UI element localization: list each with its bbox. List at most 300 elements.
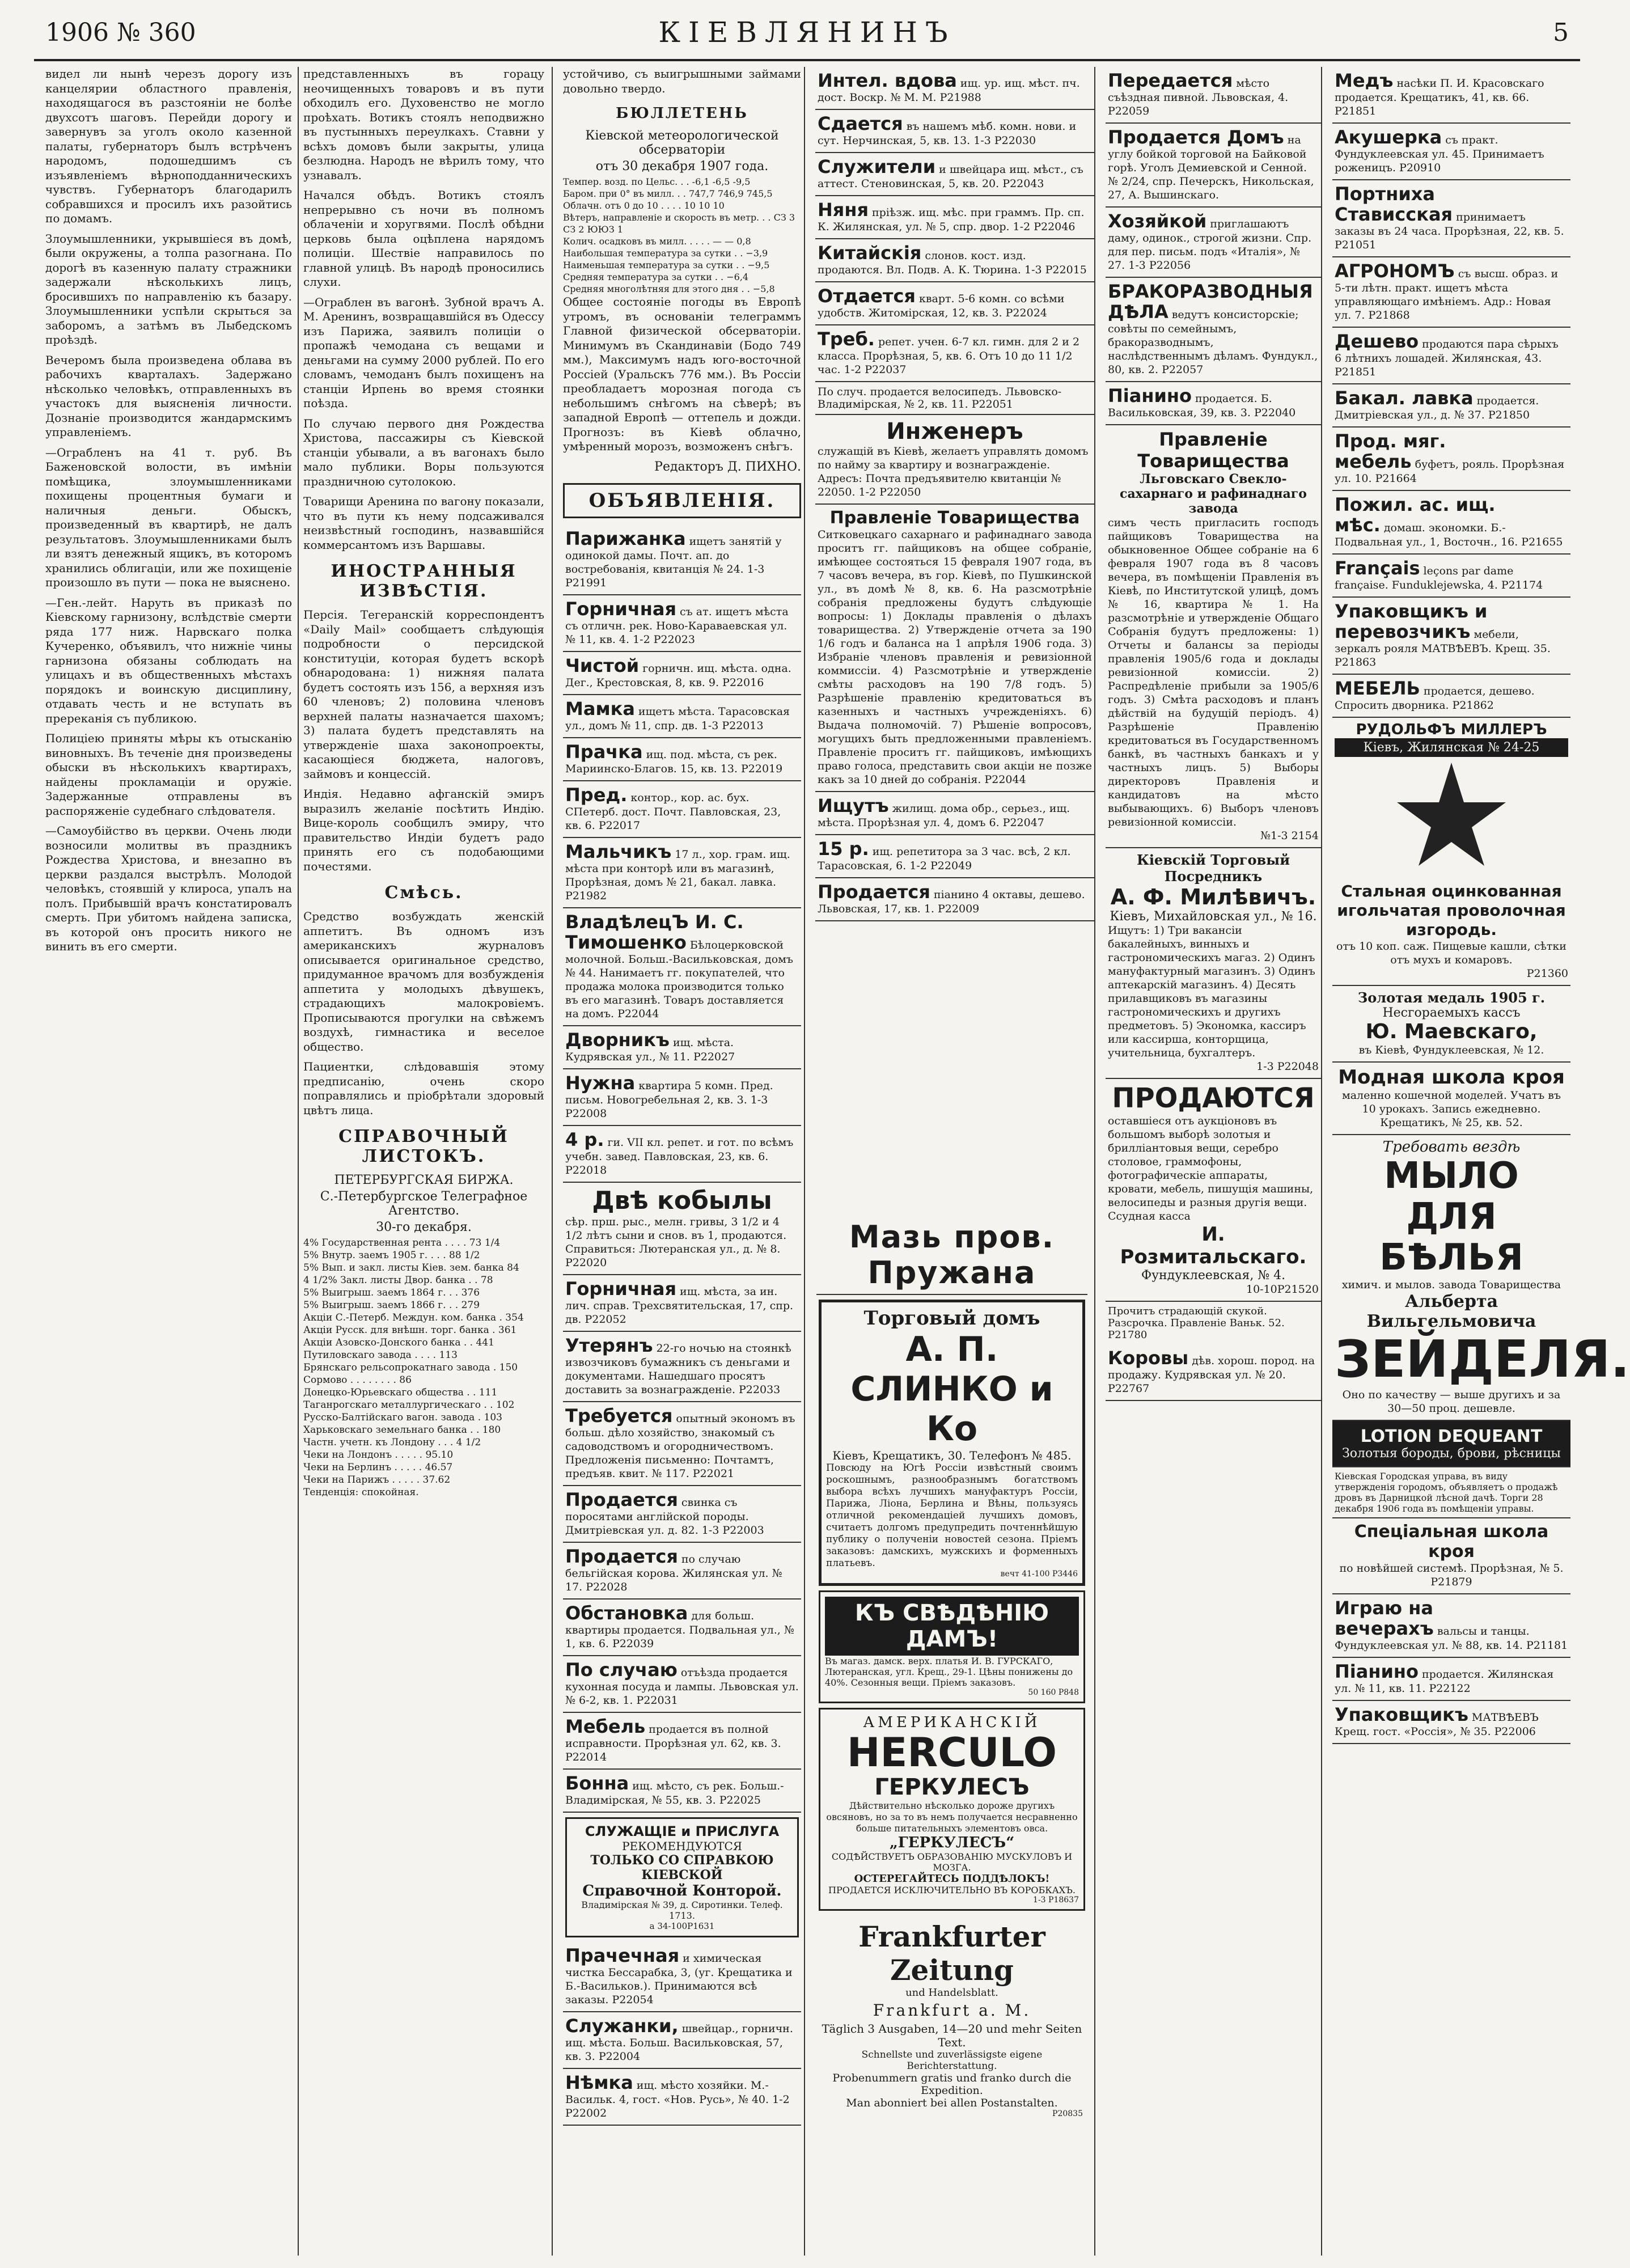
issue-number: 1906 № 360	[45, 18, 196, 47]
ad-gursky-text: Въ магаз. дамск. верх. платья И. В. ГУРСКАГО, Лютеранская, угл. Крещ., 29-1. Цѣны понижены до 40%. Сезонныя вещи. Пріемъ заказовъ.	[825, 1656, 1073, 1688]
classified-ad	[1332, 491, 1570, 555]
ad-text: продается. Б. Васильковская, 39, кв. 3. Р22040	[1108, 392, 1296, 419]
classified-ad	[563, 1942, 801, 2012]
ad-text: ищ. мѣсто хозяйки. М.-Васильк. 4, гост. «Нов. Русь», № 40. 1-2 Р22002	[565, 2079, 790, 2119]
ad-code: №1-3 2154	[1260, 830, 1319, 842]
data-line: Брянскаго рельсопрокатнаго завода . 150	[303, 1362, 518, 1373]
ad-frankfurter-line: Täglich 3 Ausgaben, 14—20 und mehr Seiten Text.	[822, 2022, 1082, 2049]
data-line: Облачн. отъ 0 до 10 . . . . 10 10 10	[563, 200, 725, 211]
ad-headline: Треб.	[818, 328, 875, 350]
ad-headline: АГРОНОМЪ	[1335, 260, 1455, 282]
data-line: Наибольшая температура за сутки . . −3,9	[563, 248, 768, 259]
weather-bulletin	[563, 176, 801, 295]
ad-text: 17 л., хор. грам. ищ. мѣста при конторѣ или въ магазинѣ, Прорѣзная, домъ № 21, бакал. лавка. Р21982	[565, 848, 790, 902]
classified-ad	[1332, 1658, 1570, 1701]
ad-lotion-text: Золотыя бороды, брови, рѣсницы	[1342, 1446, 1561, 1461]
ad-engineer-text: служащій въ Кіевѣ, желаетъ управлять домомъ по найму за квартиру и вознагражденіе. Адресъ: Почта предъявителю квитанціи № 22050. 1-2 Р22050	[818, 445, 1089, 498]
ad-servants-line: РЕКОМЕНДУЮТСЯ	[622, 1839, 742, 1853]
data-line: 5% Внутр. заемъ 1905 г. . . . 88 1/2	[303, 1250, 480, 1261]
ad-headline: Прод. мяг. мебель	[1335, 430, 1446, 472]
ad-safes-address: въ Кіевѣ, Фундуклеевская, № 12.	[1358, 1044, 1544, 1056]
data-line: Тенденція: спокойная.	[303, 1487, 419, 1498]
article-paragraph: По случаю первого дня Рождества Христова, пассажиры съ Кіевской станціи убывали, а въ вагонахъ было мало публики. Воры пользуются праздничною сутолокою.	[303, 416, 544, 488]
ad-headline: Сдается	[818, 113, 903, 134]
ad-code: 50 160 Р848	[1028, 1688, 1079, 1697]
ad-pawnshop-address: Фундуклеевская, № 4.	[1141, 1268, 1286, 1283]
data-line: Средняя температура за сутки . . −6,4	[563, 272, 749, 282]
article-paragraph: Товарищи Аренина по вагону показали, что въ пути къ нему подсаживался неизвѣстный господинъ, назвавшійся коммерсантомъ изъ Варшавы.	[303, 494, 544, 552]
classified-ad	[1106, 278, 1321, 382]
ad-text: ведутъ консисторскіе; совѣты по семейнымъ, бракоразводнымъ, наслѣдственнымъ дѣламъ. Фундукл., 80, кв. 2. Р22057	[1108, 308, 1318, 376]
ad-ointment: Мазь пров. Пружана	[816, 1219, 1087, 1295]
data-line: 5% Выигрыш. заемъ 1864 г. . . 376	[303, 1287, 480, 1298]
editor-line: Редакторъ Д. ПИХНО.	[654, 459, 801, 474]
classified-ad	[563, 738, 801, 781]
ad-code: 1-3 Р18637	[1033, 1895, 1079, 1905]
ad-bicycle: По случ. продается велосипедъ. Львовско-Владимірская, № 2, кв. 11. Р22051	[815, 382, 1094, 415]
ad-code: Р20835	[1052, 2109, 1083, 2118]
ad-headline: Портниха Стависская	[1335, 183, 1453, 225]
ad-soap-brand: ЗЕЙДЕЛЯ.	[1335, 1330, 1630, 1389]
article-paragraph: Средство возбуждать женскій аппетитъ. Въ одномъ изъ американскихъ журналовъ описывается оригинальное средство, придуманное врачомъ для возбужденія аппетита у молодыхъ дѣвушекъ, страдающихъ малокровіемъ. Прописываются прогулки на свѣжемъ воздухѣ, гимнастика и веселое общество.	[303, 909, 544, 1053]
ad-headline: Коровы	[1108, 1347, 1189, 1369]
ad-pawnshop-text: оставшіеся отъ аукціоновъ въ большомъ выборѣ золотыя и бриллiантовыя вещи, серебро столовое, граммофоны, фотографическіе аппараты, кровати, мебель, пишущія машины, велосипеды и разныя другія вещи. Ссудная касса	[1108, 1115, 1314, 1222]
ad-text: ищ. мѣста, за ин. лич. справ. Трехсвятительская, 17, спр. дв. Р22052	[565, 1285, 794, 1326]
ad-herculo-ru: ГЕРКУЛЕСЪ	[874, 1774, 1030, 1800]
classified-ad	[563, 1402, 801, 1486]
data-line: Акціи Русск. для внѣшн. торг. банка . 361	[303, 1325, 517, 1336]
ad-herculo-slogan: „ГЕРКУЛЕСЪ“	[889, 1834, 1015, 1851]
ad-headline: Упаковщикъ и перевозчикъ	[1335, 600, 1488, 642]
classified-ad	[563, 1069, 801, 1126]
ad-headline: Дворникъ	[565, 1029, 670, 1051]
ad-pawnshop-name: И. Розмитальскаго.	[1120, 1223, 1307, 1268]
classified-ad	[815, 110, 1094, 153]
ad-servants-line: Справочной Конторой.	[582, 1882, 782, 1899]
classified-ads	[1106, 1344, 1321, 1401]
ad-headline: МЕБЕЛЬ	[1335, 678, 1420, 699]
classified-ad	[563, 1275, 801, 1332]
ad-text: продается въ полной исправности. Прорѣзная ул. 62, кв. 3. Р22014	[565, 1723, 781, 1763]
ad-lgov-text: симъ честь пригласить господъ пайщиковъ Товарищества на обыкновенное Общее собраніе на 6 февраля 1907 года въ 8 часовъ вечера, въ помѣщеніи Правленія въ Кіевѣ, по Институтской улицѣ, домъ № 16, квартира № 1. На разсмотрѣніе и утвержденіе Общаго Собранія будутъ предложены: 1) Отчеты и балансы за періоды правленія 1905/6 года и доклады ревизіонной комиссіи. 2) Распредѣленіе прибыли за 1905/6 годъ. 3) Смѣта расходовъ и планъ дѣйствій на будущій періодъ. 4) Разрѣшеніе Правленію кредитоваться въ Государственномъ банкѣ, въ частныхъ банкахъ и у частныхъ лицъ. 5) Выборы директоровъ Правленія и кандидатовъ на мѣсто выбывающихъ. 6) Выборъ членовъ ревизіонной комиссіи.	[1108, 517, 1319, 828]
data-line: Чеки на Берлинъ . . . . . 46.57	[303, 1462, 453, 1473]
data-line: Частн. учетн. къ Лондону . . . 4 1/2	[303, 1437, 481, 1448]
classified-ad	[815, 792, 1094, 835]
ad-servants-title: СЛУЖАЩІЕ и ПРИСЛУГА	[585, 1823, 780, 1839]
ad-herculo-top: АМЕРИКАНСКІЙ	[863, 1714, 1041, 1731]
ad-headline: Упаковщикъ	[1335, 1704, 1468, 1725]
ad-headline: Продается	[818, 881, 930, 903]
ad-text: свинка съ поросятами англійской породы. Дмитріевская ул. д. 82. 1-3 Р22003	[565, 1496, 764, 1537]
ad-text: продается. Дмитріевская ул., д. № 37. Р21850	[1335, 395, 1539, 421]
ad-headline: Требуется	[565, 1404, 673, 1427]
article-paragraph: видел ли нынѣ черезъ дорогу изъ канцелярии областного правленія, находящагося въ разстояніи не болѣе двухсотъ шаговъ. Перейди дорогу и завернувъ за уголъ около казенной палаты, губернаторъ былъ встрѣченъ народомъ, подошедшимъ съ изъявленіемъ вѣрноподданническихъ чувствъ. Губернаторъ благодарилъ собравшихся и просилъ ихъ разойтись по домамъ.	[45, 67, 292, 225]
data-line: Колич. осадковъ въ милл. . . . . — — 0,8	[563, 236, 751, 247]
classified-ad	[563, 1656, 801, 1713]
ad-headline: Играю на вечерахъ	[1335, 1597, 1434, 1639]
ad-headline: Мебель	[565, 1715, 646, 1737]
ad-headline: Чистой	[565, 654, 640, 676]
ad-headline: Бакал. лавка	[1335, 387, 1474, 409]
ad-soap-text: Оно по качеству — выше другихъ и за 30—50 проц. дешевле.	[1342, 1389, 1561, 1415]
classified-ads	[1106, 67, 1321, 425]
ad-headline: Горничная	[565, 1277, 677, 1300]
ad-headline: Служители	[818, 156, 936, 177]
ad-text: контор., кор. ас. бух. СПетерб. дост. Почт. Павловская, 23, кв. 6. Р22017	[565, 791, 781, 832]
agency-name: С.-Петербургское Телеграфное Агентство.	[320, 1190, 528, 1218]
classified-ad	[1106, 1344, 1321, 1401]
ad-headline: Мамка	[565, 697, 635, 720]
ad-text: Бѣлоцерковской молочной. Больш.-Васильковская, домъ № 44. Нанимаетъ гг. покупателей, что продажа молока производится только въ его магазинѣ. Товаръ доставляется на домъ. Р22044	[565, 938, 794, 1020]
classified-ad	[1332, 257, 1570, 328]
ad-safes	[1332, 986, 1570, 1063]
ad-code: а 34-100Р1631	[649, 1920, 715, 1931]
display-ads-block	[816, 1219, 1087, 2123]
classified-ad	[1332, 124, 1570, 180]
ad-text: ищ. ур. ищ. мѣст. пч. дост. Воскр. № М. М. Р21988	[818, 77, 1080, 104]
classified-ad	[563, 2012, 801, 2069]
ad-frankfurter-line: Man abonniert bei allen Postanstalten.	[846, 2097, 1058, 2109]
ad-sewing-text: маленно кошечной моделей. Учатъ въ 10 урокахъ. Запись ежедневно. Крещатикъ, № 25, кв. 52.	[1341, 1089, 1561, 1129]
ad-horses	[563, 1183, 801, 1275]
ad-board-title: Правленіе Товарищества	[829, 508, 1080, 528]
ad-wire-title: Стальная оцинкованная игольчатая проволочная изгородь.	[1337, 882, 1566, 939]
classified-ad	[815, 282, 1094, 325]
ad-text: буфетъ, рояль. Прорѣзная ул. 10. Р21664	[1335, 458, 1565, 485]
ad-headline: Китайскія	[818, 242, 922, 264]
section-heading-miscellany: Смѣсь.	[384, 883, 463, 903]
classified-ads	[1332, 1594, 1570, 1744]
classified-ad	[563, 838, 801, 908]
ad-slinko	[819, 1300, 1085, 1586]
ad-headline: По случаю	[565, 1658, 678, 1681]
classified-ad	[563, 1770, 801, 1813]
ad-servants-box	[565, 1817, 799, 1937]
ad-text: домаш. экономки. Б.-Подвальная ул., 1, Восточн., 16. Р21655	[1335, 522, 1563, 548]
ad-frankfurter-line: Probenummern gratis und franko durch die Expedition.	[832, 2072, 1072, 2097]
data-line: Чеки на Парижъ . . . . . 37.62	[303, 1474, 451, 1486]
ad-broker-name: А. Ф. Милѣвичъ.	[1110, 885, 1316, 909]
classified-ads	[815, 67, 1094, 382]
ad-text: съ практ. Фундуклеевская ул. 45. Принимаетъ роженицъ. Р20910	[1335, 134, 1544, 174]
ad-text: дѣв. хорош. пород. на продажу. Кудрявская ул. № 20. Р22767	[1108, 1355, 1315, 1395]
classified-ad	[815, 239, 1094, 282]
page-number: 5	[1553, 18, 1569, 47]
ad-frankfurter-city: Frankfurt a. M.	[873, 2001, 1031, 2020]
ad-code: 1-3 Р22048	[1256, 1060, 1319, 1073]
classified-ad	[1106, 208, 1321, 278]
data-line: Чеки на Лондонъ . . . . . 95.10	[303, 1449, 454, 1461]
section-heading-reference: СПРАВОЧНЫЙ ЛИСТОКЪ.	[338, 1127, 509, 1166]
ad-soap-name: МЫЛО ДЛЯ БѢЛЬЯ	[1379, 1155, 1523, 1279]
classified-ad	[1332, 1594, 1570, 1658]
ad-headline: 4 р.	[565, 1128, 604, 1150]
ad-pawnshop-title: ПРОДАЮТСЯ	[1112, 1082, 1315, 1114]
bulletin-date: отъ 30 декабря 1907 года.	[595, 159, 769, 174]
ad-city-notice: Кіевская Городская управа, въ виду утвержденія городомъ, объявляетъ о продажѣ дровъ въ Дарницкой лѣсной дачѣ. Торги 28 декабря 1906 года въ помѣщеніи управы.	[1332, 1467, 1570, 1518]
ad-headline: Продается	[565, 1545, 678, 1567]
ad-broker-text: Ищутъ: 1) Три вакансіи бакалейныхъ, винныхъ и гастрономическихъ магаз. 2) Одинъ мануфактурный магазинъ. 3) Одинъ аптекарскій магазинъ. 4) Десять прилавщиковъ въ магазины гастрономическихъ и другихъ предметовъ. 5) Экономка, кассиръ или кассирша, конторщица, учительница, бухгалтеръ.	[1108, 924, 1315, 1059]
classified-ad	[815, 67, 1094, 110]
classified-ad	[1332, 675, 1570, 718]
ad-herculo-text: Дѣйствительно нѣсколько дороже другихъ овсяновъ, но за то въ немъ получается несравненно больше питательныхъ элементовъ овса.	[826, 1800, 1078, 1834]
classified-ads	[815, 792, 1094, 921]
classified-ad	[1332, 67, 1570, 124]
ad-safes-medal: Золотая медаль 1905 г.	[1357, 989, 1546, 1006]
data-line: Темпер. возд. по Цельс. . . -6,1 -6,5 -9,5	[563, 176, 751, 187]
ad-headline: БРАКОРАЗВОДНЫЯ ДѢЛА	[1108, 281, 1313, 323]
article-paragraph: Начался обѣдъ. Вотикъ стоялъ непрерывно съ ночи въ полномъ облаченіи и хоругвями. Послѣ обѣдни церковь была оцѣплена нарядомъ полиціи. Шествіе направилось по главной улицѣ. Въ народѣ проносились слухи.	[303, 188, 544, 289]
ad-text: ищетъ занятій у одинокой дамы. Почт. ап. до востребованія, квитанція № 24. 1-3 Р21991	[565, 535, 782, 589]
ad-text: и швейцара ищ. мѣст., съ аттест. Стеновинская, 5, кв. 20. Р22043	[818, 163, 1083, 190]
exchange-quotes	[303, 1237, 544, 1499]
ad-slinko-sub: Торговый домъ	[863, 1307, 1040, 1330]
classified-ad	[1332, 384, 1570, 428]
ad-miller-address: Кіевъ, Жилянская № 24-25	[1335, 738, 1568, 757]
ad-headline: Отдается	[818, 285, 916, 307]
ad-text: репет. учен. 6-7 кл. гимн. для 2 и 2 класса. Прорѣзная, 5, кв. 6. Отъ 10 до 11 1/2 час. 1-2 Р22037	[818, 336, 1080, 376]
ad-headline: Пожил. ас. ищ. мѣс.	[1335, 494, 1496, 536]
classified-ad	[1332, 180, 1570, 257]
ad-headline: Хозяйкой	[1108, 210, 1207, 232]
ad-text: швейцар., горничн. ищ. мѣста. Больш. Васильковская, 57, кв. 3. Р22004	[565, 2022, 793, 2063]
ad-headline: Горничная	[565, 598, 677, 620]
ad-text: опытный экономъ въ больш. дѣло хозяйство, знакомый съ садоводствомъ и огородничествомъ. Предложенія письменно: Почтамтъ, предъяв. квит. № 117. Р22021	[565, 1412, 795, 1480]
ad-text: продаются пара сѣрыхъ 6 лѣтнихъ лошадей. Жилянская, 43. Р21851	[1335, 338, 1559, 378]
classified-ad	[815, 153, 1094, 196]
classified-ad	[563, 908, 801, 1026]
ad-headline: Прачка	[565, 741, 643, 763]
ad-text: насѣки П. И. Красовскаго продается. Крещатикъ, 41, кв. 66. Р21851	[1335, 77, 1544, 117]
ad-text: и химическая чистка Бессарабка, 3, (уг. Крещатика и Б.-Васильков.). Принимаются всѣ заказы. Р22054	[565, 1952, 793, 2006]
ad-herculo-name: HERCULO	[846, 1729, 1057, 1776]
ad-text: піанино 4 октавы, дешево. Львовская, 17, кв. 1. Р22009	[818, 888, 1085, 915]
article-paragraph: Полиціею приняты мѣры къ отысканію виновныхъ. Въ теченіе дня произведены обыски въ нѣсколькихъ квартирахъ, найдены прокламаціи и оружіе. Задержанные отправлены въ распоряженіе судебнаго слѣдователя.	[45, 731, 292, 818]
ad-rudolf-miller	[1332, 718, 1570, 986]
ad-code: 10-10Р21520	[1246, 1283, 1319, 1296]
classified-ad	[1332, 428, 1570, 491]
ad-cutting-text: по новѣйшей системѣ. Прорѣзная, № 5. Р21879	[1339, 1562, 1564, 1588]
data-line: Акціи С.-Петерб. Междун. ком. банка . 354	[303, 1312, 524, 1323]
ad-text: продается. Жилянская ул. № 11, кв. 11. Р22122	[1335, 1668, 1554, 1695]
ad-frankfurter	[816, 1915, 1087, 2123]
data-line: Харьковскаго земельнаго банка . . 180	[303, 1424, 501, 1436]
ad-text: leçons par dame française. Funduklejewska, 4. Р21174	[1335, 565, 1543, 591]
ad-code: Р21360	[1526, 967, 1568, 980]
exchange-title: ПЕТЕРБУРГСКАЯ БИРЖА.	[334, 1173, 514, 1187]
ads-heading: ОБЪЯВЛЕНІЯ.	[563, 483, 801, 518]
classified-ad	[563, 695, 801, 738]
ad-broker-title: Кіевскій Торговый Посредникъ	[1136, 852, 1290, 885]
ad-text: жилищ. дома обр., серьез., ищ. мѣста. Прорѣзная ул. 4, домъ 6. Р22047	[818, 802, 1070, 829]
data-line: 4% Государственная рента . . . . 73 1/4	[303, 1237, 501, 1249]
ad-herculo-slogan: ПРОДАЕТСЯ ИСКЛЮЧИТЕЛЬНО ВЪ КОРОБКАХЪ.	[828, 1885, 1076, 1895]
ad-soap-head: Требовать вездѣ	[1382, 1139, 1521, 1156]
ad-text: ищ. репетитора за 3 час. всѣ, 2 кл. Тарасовская, 6. 1-2 Р22049	[818, 845, 1071, 872]
ad-text: продается, дешево. Спросить дворника. Р21862	[1335, 685, 1535, 712]
ad-headline: Нѣмка	[565, 2071, 633, 2093]
ad-headline: 15 р.	[818, 838, 869, 860]
classified-ad	[1332, 328, 1570, 384]
ad-slinko-name: А. П. СЛИНКО и Ко	[850, 1330, 1053, 1449]
ad-headline: Прачечная	[565, 1944, 680, 1966]
article-paragraph: Индія. Недавно афганскій эмиръ выразилъ желаніе посѣтить Индію. Вице-король сообщилъ эмиру, что правительство Индіи будетъ радо принять его съ подобающими почестями.	[303, 787, 544, 873]
ad-headline: Français	[1335, 557, 1420, 579]
ad-headline: Служанки,	[565, 2015, 679, 2037]
data-line: Наименьшая температура за сутки . . −9,5	[563, 260, 770, 270]
column-5	[1106, 67, 1321, 2256]
ad-frankfurter-title: Frankfurter Zeitung	[858, 1920, 1045, 1987]
ad-slinko-text: Повсюду на Югѣ Россіи извѣстный своимъ роскошнымъ, разнообразнымъ богатствомъ выбора всѣхъ лучшихъ мануфактуръ Россіи, Парижа, Ліона, Берлина и Вѣны, пользуясь отличной рекомендаціей лучшихъ домовъ, считаетъ долгомъ предупредить почтеннѣйшую публику о полученіи новостей сезона. Пріемъ заказовъ: дамскихъ, мужскихъ и форменныхъ платьевъ.	[826, 1462, 1078, 1569]
classified-ad	[1106, 382, 1321, 425]
ad-herculo	[819, 1708, 1085, 1911]
article-paragraph: —Ограбленъ на 41 т. руб. Въ Баженовской волости, въ имѣніи помѣщика, злоумышленниками похищены процентныя бумаги и наличныя деньги. Обыскъ, произведенный въ квартирѣ, не далъ результатовъ. Злоумышленниками былъ ли взятъ денежный ящикъ, въ которомъ хранились облигаціи, или же похищеніе произошло въ пути — пока не выяснено.	[45, 445, 292, 589]
ad-text: по случаю бельгійская корова. Жилянская ул. № 17. Р22028	[565, 1552, 782, 1593]
ad-gursky	[819, 1590, 1085, 1703]
ad-lotion-title: LOTION DEQUEANT	[1360, 1427, 1543, 1446]
ad-misc: Прочитъ страдающій скукой. Разсрочка. Правленіе Ваньк. 52. Р21780	[1108, 1305, 1285, 1341]
ad-text: ищ. мѣсто, съ рек. Больш.-Владимірская, № 55, кв. 3. Р22025	[565, 1779, 784, 1806]
ad-headline: Піанино	[1335, 1661, 1419, 1682]
classified-ad	[563, 1600, 801, 1656]
page-header	[34, 10, 1580, 59]
ad-text: пріѣзж. ищ. мѣс. при граммъ. Пр. сп. К. Жилянская, ул. № 5, спр. двор. 1-2 Р22046	[818, 206, 1085, 233]
data-line: Русско-Балтійскаго вагон. завода . 103	[303, 1412, 502, 1423]
ad-text: съ высш. образ. и 5-ти лѣтн. практ. ищетъ мѣста управляющаго имѣніемъ. Адр.: Новая ул. 7. Р21868	[1335, 268, 1559, 321]
classified-ad	[815, 325, 1094, 382]
classified-ad	[815, 196, 1094, 239]
classified-ads	[563, 1942, 801, 2126]
ad-broker-address: Кіевъ, Михайловская ул., № 16.	[1110, 909, 1317, 924]
data-line: Вѣтеръ, направленіе и скорость въ метр. . . СЗ 3 СЗ 2 ЮЮЗ 1	[563, 212, 795, 235]
classified-ad	[1332, 1701, 1570, 1744]
article-paragraph: Пациентки, слѣдовавшія этому предписанію, очень скоро поправлялись и пріобрѣтали здоровый цвѣтъ лица.	[303, 1060, 544, 1117]
ad-gursky-title: КЪ СВѢДѢНІЮ ДАМЪ!	[825, 1597, 1079, 1656]
ad-code: вечт 41-100 Р3446	[1000, 1569, 1078, 1579]
ad-text: съ ат. ищетъ мѣста съ отличн. рек. Ново-Караваевская ул. № 11, кв. 4. 1-2 Р22023	[565, 605, 789, 646]
ad-text: ги. VII кл. репет. и гот. по всѣмъ учебн. завед. Павловская, 23, кв. 6. Р22018	[565, 1136, 794, 1177]
ad-text: ищ. мѣста. Кудрявская ул., № 11. Р22027	[565, 1036, 735, 1063]
ad-sewing-title: Модная школа кроя	[1338, 1066, 1565, 1089]
ad-headline: Передается	[1108, 70, 1233, 91]
ad-slinko-address: Кіевъ, Крещатикъ, 30. Телефонъ № 485.	[832, 1449, 1072, 1462]
page-columns	[45, 67, 1630, 2256]
header-rule	[34, 59, 1580, 61]
ad-lotion	[1332, 1421, 1570, 1467]
classified-ad	[815, 878, 1094, 921]
ad-headline: Бонна	[565, 1772, 629, 1794]
ad-lgov-board	[1106, 425, 1321, 848]
ad-text: слонов. кост. изд. продаются. Вл. Подв. А. К. Тюрина. 1-3 Р22015	[818, 249, 1087, 276]
ad-engineer-title: Инженеръ	[886, 418, 1023, 445]
classified-ads	[563, 525, 801, 1183]
data-line: Сормово . . . . . . . . 86	[303, 1374, 412, 1386]
ad-headline: Піанино	[1108, 385, 1192, 407]
ad-text: кварт. 5-6 комн. со всѣми удобств. Житомірская, 12, кв. 3. Р22024	[818, 293, 1065, 319]
bulletin-subtitle: Кіевской метеорологической обсерваторіи	[585, 129, 779, 157]
ad-headline: Мальчикъ	[565, 840, 672, 862]
article-paragraph: представленныхъ въ горацу неочищенныхъ товаровъ и въ пути обходилъ его. Духовенство не могло проѣхать. Вотикъ стоялъ неподвижно въ пустынныхъ переулкахъ. Ставни у всѣхъ домовъ были закрыты, улица безлюдна. Народъ не вѣрилъ тому, что узнавалъ.	[303, 67, 544, 182]
ad-lgov-subtitle: Льговскаго Свекло-сахарнаго и рафинаднаго завода	[1120, 472, 1307, 516]
ad-board-text: Ситковецкаго сахарнаго и рафинаднаго завода проситъ гг. пайщиковъ на общее собраніе, имѣющее состояться 15 февраля 1907 года, въ 7 часовъ вечера, въ гор. Кіевѣ, по Пушкинской ул., въ домѣ № 8, кв. 6. На разсмотрѣніе собранія предложены будутъ слѣдующіе вопросы: 1) Доклады правленія о дѣлахъ товарищества. 2) Утвержденіе отчета за 190 1/6 годъ и баланса на 1 апрѣля 1906 года. 3) Избраніе членовъ правленія и ревизіонной коммиссіи. 4) Разсмотрѣніе и утвержденіе смѣты расходовъ на 190 7/8 годъ. 5) Разрѣшеніе правленію кредитоваться въ казенныхъ и частныхъ учрежденіяхъ. 6) Выдача полномочій. 7) Рѣшеніе вопросовъ, могущихъ быть предложенными правленіемъ. Правленіе проситъ гг. пайщиковъ, имѣющихъ право голоса, представить свои акціи не позже какъ за 10 дней до собранія. Р22044	[818, 528, 1092, 786]
column-2	[303, 67, 544, 2256]
ad-herculo-slogan: СОДѢЙСТВУЕТЪ ОБРАЗОВАНІЮ МУСКУЛОВЪ И МОЗГА.	[831, 1851, 1073, 1873]
ad-cutting-title: Спеціальная школа кроя	[1354, 1522, 1549, 1562]
ad-headline: Дешево	[1335, 331, 1419, 352]
data-line: Таганрогскаго металлургическаго . . 102	[303, 1399, 515, 1411]
ad-herculo-slogan: ОСТЕРЕГАЙТЕСЬ ПОДДѢЛОКЪ!	[854, 1873, 1050, 1885]
ad-headline: Няня	[818, 199, 869, 221]
ad-headline: Интел. вдова	[818, 70, 957, 91]
data-line: Путиловскаго завода . . . . 113	[303, 1349, 458, 1361]
ad-cutting-school	[1332, 1518, 1570, 1594]
article-paragraph: —Самоубійство въ церкви. Очень люди возносили молитвы въ праздникъ Рождества Христова, и внезапно въ церкви раздался выстрѣлъ. Молодой человѣкъ, стоявшій у клироса, упалъ на полъ. Прибывшій врачъ констатировалъ смерть. При убитомъ найдена записка, въ которой онъ просить никого не винить въ его смерти.	[45, 824, 292, 953]
ad-headline: Ищутъ	[818, 795, 889, 816]
classified-ad	[1106, 67, 1321, 124]
ad-trade-broker	[1106, 848, 1321, 1079]
ad-soap-owner: Альберта Вильгельмовича	[1366, 1292, 1536, 1331]
ad-text: квартира 5 комн. Пред. письм. Новогребельная 2, кв. 3. 1-3 Р22008	[565, 1079, 773, 1120]
column-1	[45, 67, 292, 2256]
ad-sitkovets-board	[815, 505, 1094, 792]
ad-headline: Нужна	[565, 1072, 636, 1094]
classified-ad	[1332, 555, 1570, 598]
classified-ad	[563, 525, 801, 595]
ad-text: для больш. квартиры продается. Подвальная ул., № 1, кв. 6. Р22039	[565, 1609, 794, 1650]
ad-horses-text: сѣр. прш. рыс., мелн. гривы, 3 1/2 и 4 1/2 лѣтъ сыни и снов. въ 1, продаются. Справиться: Лютеранская ул., д. № 8. Р22020	[565, 1215, 787, 1269]
ad-soap	[1332, 1135, 1630, 1421]
ad-wire-text: отъ 10 коп. саж. Пищевые кашли, сѣтки отъ мухъ и комаровъ.	[1336, 940, 1567, 966]
article-paragraph: —Ген.-лейт. Наруть въ приказѣ по Кіевскому гарнизону, вслѣдствіе смерти ряда 177 ниж. Нарвскаго полка Кучеренко, объявилъ, что нижніе чины гарнизона обязаны соблюдать на улицахъ и въ общественныхъ мѣстахъ порядокъ и воинскую дисциплину, отдавать честь и не вступать въ пререканія съ публикою.	[45, 595, 292, 725]
classified-ad	[1332, 598, 1570, 675]
ad-servants-line: Владимірская № 39, д. Сиротинки. Телеф. 1713.	[581, 1899, 783, 1921]
data-line: Донецко-Юрьевскаго общества . . 111	[303, 1387, 498, 1398]
ad-sewing-school	[1332, 1063, 1570, 1135]
ad-lgov-title: Правленіе Товарищества	[1137, 429, 1289, 472]
ad-headline: Пред.	[565, 784, 628, 806]
section-heading-foreign-news: ИНОСТРАННЫЯ ИЗВѢСТІЯ.	[331, 561, 517, 601]
ad-text: 22-го ночью на стоянкѣ извозчиковъ бумажникъ съ деньгами и документами. Нашедшаго просятъ доставить за вознагражденіе. Р22033	[565, 1342, 791, 1396]
data-line: 5% Вып. и закл. листы Кіев. зем. банка 84	[303, 1262, 519, 1273]
classified-ad	[563, 1126, 801, 1183]
ad-servants-line: КІЕВСКОЙ	[641, 1867, 723, 1882]
data-line: Баром. при 0° въ милл. . . 747,7 746,9 745,5	[563, 188, 773, 199]
classified-ads	[563, 1275, 801, 1813]
classified-ad	[563, 652, 801, 695]
ad-engineer	[815, 415, 1094, 505]
classified-ad	[563, 1486, 801, 1543]
article-paragraph: —Ограблен въ вагонѣ. Зубной врачъ А. М. Аренинъ, возвращавшійся въ Одессу изъ Парижа, заявилъ полиціи о пропажѣ чемодана съ вещами и деньгами на сумму 2000 рублей. По его словамъ, чемоданъ былъ похищенъ на станціи Ирпень во время стоянки поѣзда.	[303, 295, 544, 410]
ad-text: вальсы и танцы. Фундуклеевская ул. № 88, кв. 14. Р21181	[1335, 1625, 1568, 1652]
ad-headline: ВладѣлецЪ И. С. Тимошенко	[565, 911, 744, 953]
classified-ad	[563, 1543, 801, 1600]
ad-headline: Продается	[565, 1488, 678, 1510]
data-line: Акціи Азовско-Донского банка . . 441	[303, 1337, 494, 1348]
classified-ad	[1106, 124, 1321, 208]
ad-safes-sub: Несгораемыхъ кассъ	[1382, 1006, 1521, 1020]
ad-soap-sub: химич. и мылов. завода Товарищества	[1341, 1279, 1561, 1291]
ad-frankfurter-line: Schnellste und zuverlässigste eigene Berichterstattung.	[861, 2049, 1043, 2072]
article-paragraph: Вечеромъ была произведена облава въ рабочихъ кварталахъ. Задержано нѣсколько человѣкъ, отправленныхъ въ участокъ для выясненія личности. Дознаніе производится жандармскимъ управленіемъ.	[45, 353, 292, 439]
star-icon	[1395, 763, 1508, 876]
ad-safes-name: Ю. Маевскаго,	[1365, 1020, 1538, 1043]
data-line: 5% Выигрыш. заемъ 1866 г. . . 279	[303, 1300, 480, 1311]
data-line: Средняя многолѣтняя для этого дня . . −5,8	[563, 284, 775, 294]
ad-frankfurter-sub: und Handelsblatt.	[905, 1987, 998, 1999]
data-line: 4 1/2% Закл. листы Двор. банка . . 78	[303, 1275, 493, 1286]
ad-text: отъѣзда продается кухонная посуда и лампы. Львовская ул. № 6-2, кв. 1. Р22031	[565, 1666, 799, 1707]
classified-ad	[563, 781, 801, 838]
